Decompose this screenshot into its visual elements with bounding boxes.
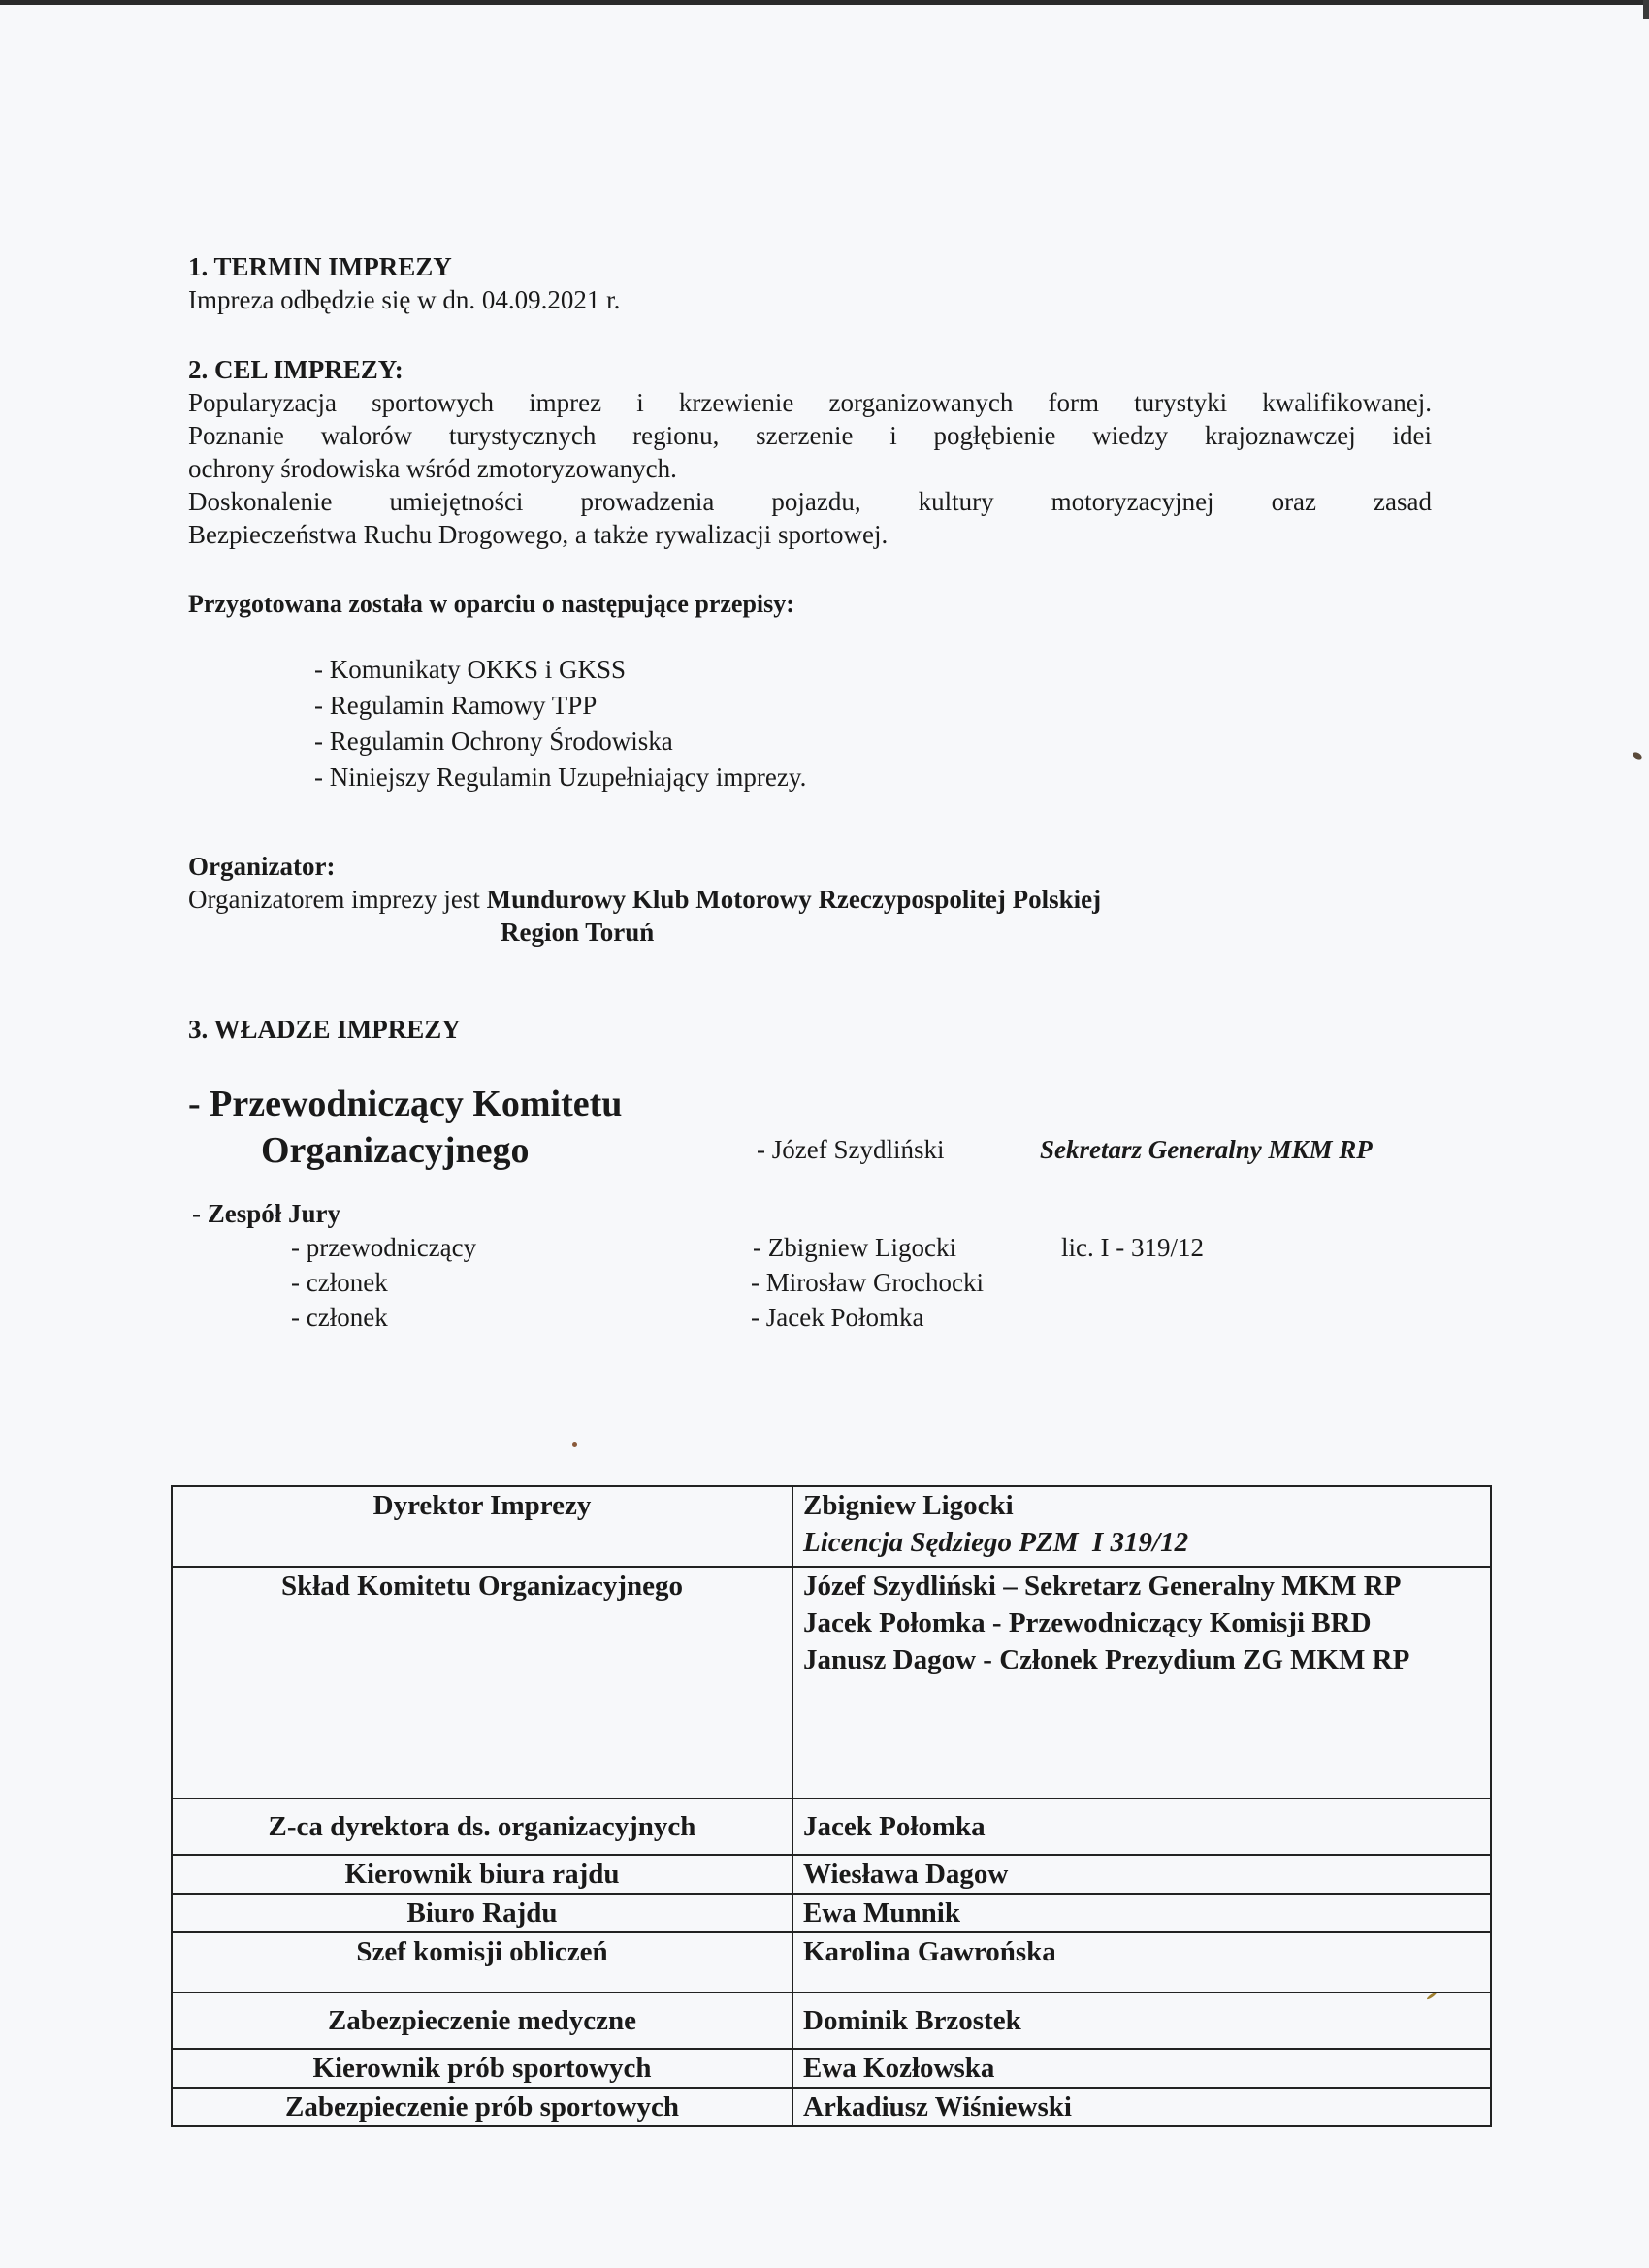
list-item: - Komunikaty OKKS i GKSS — [314, 655, 627, 684]
list-item: - Regulamin Ramowy TPP — [314, 691, 598, 720]
organizer-line — [188, 883, 1432, 916]
staff-table — [171, 1485, 1492, 2127]
jury-name: - Mirosław Grochocki — [751, 1268, 984, 1297]
table-person-cell — [792, 2049, 1491, 2088]
person-line: Janusz Dagow - Członek Prezydium ZG MKM RP — [803, 1644, 1410, 1675]
goal-line: Bezpieczeństwa Ruchu Drogowego, a także rywalizacji sportowej. — [188, 520, 889, 549]
goal-line: Poznanie walorów turystycznych regionu, szerzenie i pogłębienie wiedzy krajoznawczej idei — [188, 421, 1432, 450]
table-person-cell — [792, 1567, 1491, 1798]
table-person-cell — [792, 2088, 1491, 2126]
list-item: - Niniejszy Regulamin Uzupełniający imprezy. — [314, 762, 807, 792]
jury-role: - przewodniczący — [291, 1233, 477, 1262]
scan-speck — [572, 1442, 577, 1447]
table-person-cell — [792, 1932, 1491, 1993]
jury-list — [188, 1230, 1432, 1335]
jury-role: - członek — [291, 1303, 388, 1332]
chair-title-line1: - Przewodniczący Komitetu — [188, 1084, 623, 1124]
table-role-cell: Dyrektor Imprezy — [172, 1486, 792, 1567]
person-line: Dominik Brzostek — [803, 2005, 1021, 2036]
section-authorities-heading: 3. WŁADZE IMPREZY — [188, 1015, 461, 1044]
table-row — [172, 1486, 1491, 1567]
person-line: Ewa Munnik — [803, 1897, 960, 1928]
organizer-name: Mundurowy Klub Motorowy Rzeczypospolitej Polskiej — [486, 885, 1102, 914]
goal-line: Popularyzacja sportowych imprez i krzewienie zorganizowanych form turystyki kwalifikowanej. — [188, 388, 1432, 417]
jury-licence: lic. I - 319/12 — [1061, 1233, 1204, 1262]
person-licence: Licencja Sędziego PZM I 319/12 — [803, 1527, 1189, 1558]
table-row — [172, 1855, 1491, 1894]
table-row — [172, 1993, 1491, 2049]
scan-speck — [1632, 751, 1643, 761]
chair-function: Sekretarz Generalny MKM RP — [1040, 1135, 1373, 1164]
goal-line: Doskonalenie umiejętności prowadzenia pojazdu, kultury motoryzacyjnej oraz zasad — [188, 487, 1432, 516]
section-term — [188, 250, 1432, 316]
jury-heading: - Zespół Jury — [192, 1199, 341, 1228]
table-role-cell: Kierownik prób sportowych — [172, 2049, 792, 2088]
section-term-heading: 1. TERMIN IMPREZY — [188, 252, 452, 281]
table-row — [172, 1567, 1491, 1798]
jury-row — [188, 1230, 1432, 1265]
person-line: Zbigniew Ligocki — [803, 1490, 1014, 1521]
chair-name: - Józef Szydliński — [757, 1135, 945, 1164]
table-role-cell: Kierownik biura rajdu — [172, 1855, 792, 1894]
organizer-block — [188, 850, 1432, 949]
table-role-cell: Zabezpieczenie prób sportowych — [172, 2088, 792, 2126]
table-row — [172, 2049, 1491, 2088]
table-role-cell: Zabezpieczenie medyczne — [172, 1993, 792, 2049]
section-term-text: Impreza odbędzie się w dn. 04.09.2021 r. — [188, 285, 621, 314]
person-line: Ewa Kozłowska — [803, 2053, 995, 2084]
table-person-cell — [792, 1993, 1491, 2049]
scan-right-edge — [1643, 0, 1649, 19]
table-role-cell: Skład Komitetu Organizacyjnego — [172, 1567, 792, 1798]
person-line: Karolina Gawrońska — [803, 1936, 1056, 1967]
jury-name: - Jacek Połomka — [751, 1303, 924, 1332]
table-row — [172, 1932, 1491, 1993]
table-person-cell — [792, 1894, 1491, 1932]
regulations-heading: Przygotowana została w oparciu o następujące przepisy: — [188, 590, 794, 618]
table-role-cell: Biuro Rajdu — [172, 1894, 792, 1932]
regulations-block — [188, 588, 1432, 795]
table-role-cell: Szef komisji obliczeń — [172, 1932, 792, 1993]
regulations-list — [314, 652, 1432, 795]
goal-line: ochrony środowiska wśród zmotoryzowanych. — [188, 454, 677, 483]
scan-top-edge — [0, 0, 1649, 5]
section-authorities — [188, 1013, 1432, 1335]
jury-name: - Zbigniew Ligocki — [753, 1233, 956, 1262]
person-line: Jacek Połomka — [803, 1811, 986, 1842]
section-goal — [188, 353, 1432, 551]
table-row — [172, 1894, 1491, 1932]
person-line: Józef Szydliński – Sekretarz Generalny MKM RP — [803, 1571, 1402, 1602]
table-person-cell — [792, 1798, 1491, 1855]
table-person-cell — [792, 1486, 1491, 1567]
person-line: Jacek Połomka - Przewodniczący Komisji BRD — [803, 1607, 1372, 1638]
organizer-heading: Organizator: — [188, 852, 336, 881]
table-row — [172, 1798, 1491, 1855]
table-role-cell: Z-ca dyrektora ds. organizacyjnych — [172, 1798, 792, 1855]
section-goal-heading: 2. CEL IMPREZY: — [188, 355, 404, 384]
document-page — [188, 250, 1432, 1335]
organizer-prefix: Organizatorem imprezy jest — [188, 885, 487, 914]
person-line: Wiesława Dagow — [803, 1859, 1009, 1890]
list-item: - Regulamin Ochrony Środowiska — [314, 727, 673, 756]
jury-row — [188, 1300, 1432, 1335]
chair-block — [188, 1081, 1432, 1174]
person-line: Arkadiusz Wiśniewski — [803, 2091, 1072, 2122]
organizer-region: Region Toruń — [501, 918, 655, 947]
table-row — [172, 2088, 1491, 2126]
table-person-cell — [792, 1855, 1491, 1894]
jury-role: - członek — [291, 1268, 388, 1297]
jury-row — [188, 1265, 1432, 1300]
chair-title-line2: Organizacyjnego — [261, 1130, 530, 1171]
